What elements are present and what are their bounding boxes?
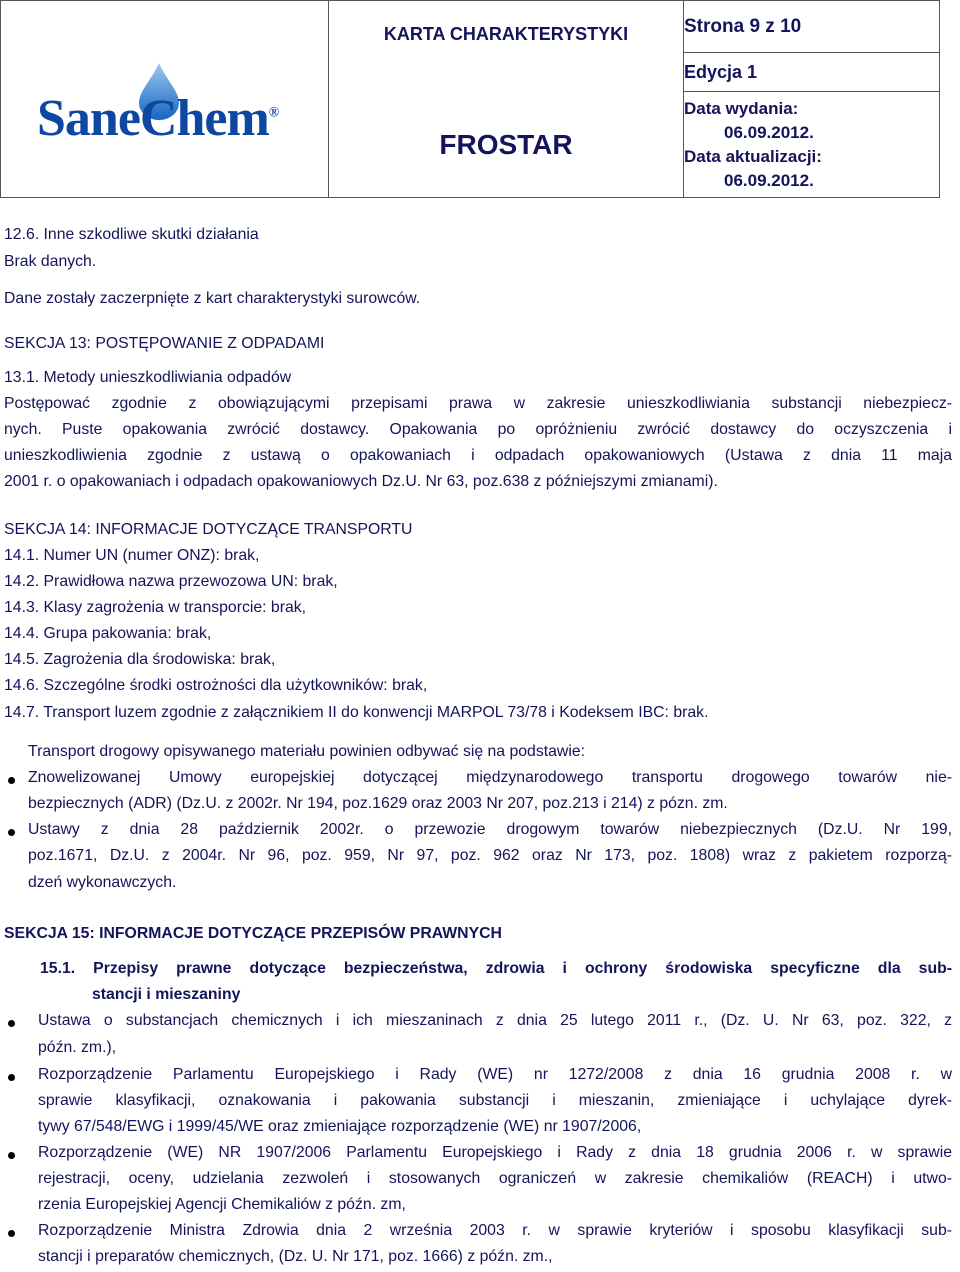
regulation-bullet-line: tywy 67/548/EWG i 1999/45/WE oraz zmieniające rozporządzenie (WE) nr 1907/2006, [38,1118,642,1135]
section-12-6-heading: 12.6. Inne szkodliwe skutki działania [4,226,259,243]
issue-date: 06.09.2012. [724,122,814,142]
transport-item: 14.3. Klasy zagrożenia w transporcie: brak, [4,599,307,616]
bullet-icon [8,1152,15,1159]
transport-item: 14.6. Szczególne środki ostrożności dla użytkowników: brak, [4,677,428,694]
logo-wordmark: SaneChem® [37,90,279,147]
regulation-bullet-line: Rozporządzenie Parlamentu Europejskiego i Rady (WE) nr 1272/2008 z dnia 16 grudnia 2008 r. w [38,1066,952,1083]
regulation-bullet-line: Rozporządzenie Ministra Zdrowia dnia 2 września 2003 r. w sprawie kryteriów i sposobu klasyfikacji sub- [38,1222,952,1239]
transport-item: 14.5. Zagrożenia dla środowiska: brak, [4,651,276,668]
section-13-1-heading: 13.1. Metody unieszkodliwiania odpadów [4,369,292,386]
transport-item: 14.4. Grupa pakowania: brak, [4,625,212,642]
transport-item: 14.7. Transport luzem zgodnie z załącznikiem II do konwencji MARPOL 73/78 i Kodeksem IBC: brak. [4,704,709,721]
regulation-bullet-line: Rozporządzenie (WE) NR 1907/2006 Parlamentu Europejskiego i Rady z dnia 18 grudnia 2006 r. w sprawie [38,1144,952,1161]
dates-cell [684,92,940,198]
bullet-icon [8,1230,15,1237]
section-15-1-heading: stancji i mieszaniny [92,986,241,1003]
data-source-note: Dane zostały zaczerpnięte z kart charakterystyki surowców. [4,290,421,307]
road-act-bullet-line: poz.1671, Dz.U. z 2004r. Nr 96, poz. 959, Nr 97, poz. 962 oraz Nr 173, poz. 1808) wraz z pakietem rozporzą- [28,847,952,864]
bullet-icon [8,1074,15,1081]
road-act-bullet-line: dzeń wykonawczych. [28,874,177,891]
section-15-title: SEKCJA 15: INFORMACJE DOTYCZĄCE PRZEPISÓW PRAWNYCH [4,925,502,942]
regulation-bullet-line: stancji i preparatów chemicznych, (Dz. U. Nr 171, poz. 1666) z późn. zm., [38,1248,553,1265]
page-number: Strona 9 z 10 [684,1,940,53]
regulation-bullet-line: sprawie klasyfikacji, oznakowania i pakowania substancji i mieszanin, zmieniające i uchylające dyrek- [38,1092,952,1109]
document-header [0,0,940,195]
section-15-1-heading: 15.1. Przepisy prawne dotyczące bezpieczeństwa, zdrowia i ochrony środowiska specyficzne dla sub- [40,960,952,977]
road-act-bullet-line: Ustawy z dnia 28 październik 2002r. o przewozie drogowym towarów niebezpiecznych (Dz.U. Nr 199, [28,821,952,838]
update-date: 06.09.2012. [724,170,814,190]
logo-cell [1,1,329,198]
section-13-line: 2001 r. o opakowaniach i odpadach opakowaniowych Dz.U. Nr 63, poz.638 z późniejszymi zmianami). [4,473,718,490]
regulation-bullet-line: rzenia Europejskiej Agencji Chemikaliów z późn. zm, [38,1196,406,1213]
regulation-bullet-line: Ustawa o substancjach chemicznych i ich mieszaninach z dnia 25 lutego 2011 r., (Dz. U. Nr 63, poz. 322, z [38,1012,952,1029]
adr-bullet-line: Znowelizowanej Umowy europejskiej dotyczącej międzynarodowego transportu drogowego towarów nie- [28,769,952,786]
bullet-icon [8,1020,15,1027]
section-13-line: nych. Puste opakowania zwrócić dostawcy. Opakowania po opróżnieniu zwrócić dostawcy do oczyszczenia i [4,421,952,438]
bullet-icon [8,777,15,784]
section-13-title: SEKCJA 13: POSTĘPOWANIE Z ODPADAMI [4,335,325,352]
adr-bullet-line: bezpiecznych (ADR) (Dz.U. z 2002r. Nr 194, poz.1629 oraz 2003 Nr 207, poz.213 i 214) z pózn. zm. [28,795,728,812]
section-14-title: SEKCJA 14: INFORMACJE DOTYCZĄCE TRANSPORTU [4,521,413,538]
edition: Edycja 1 [684,53,940,92]
regulation-bullet-line: rejestracji, oceny, udzielania zezwoleń i stosowanych ograniczeń w zakresie chemikaliów (REACH) i utwo- [38,1170,952,1187]
section-12-6-text: Brak danych. [4,253,97,270]
bullet-icon [8,829,15,836]
regulation-bullet-line: późn. zm.), [38,1039,117,1056]
document-type: KARTA CHARAKTERYSTYKI [383,24,629,44]
road-transport-intro: Transport drogowy opisywanego materiału powinien odbywać się na podstawie: [28,743,586,760]
title-cell [329,1,684,198]
transport-item: 14.1. Numer UN (numer ONZ): brak, [4,547,260,564]
section-13-line: unieszkodliwienia zgodnie z ustawą o opakowaniach i odpadach opakowaniowych (Ustawa z dnia 11 maja [4,447,952,464]
sanechem-logo [29,61,319,171]
update-label: Data aktualizacji: [684,146,822,166]
transport-item: 14.2. Prawidłowa nazwa przewozowa UN: brak, [4,573,338,590]
section-13-line: Postępować zgodnie z obowiązującymi przepisami prawa w zakresie unieszkodliwiania substancji niebezpiecz- [4,395,952,412]
product-name: FROSTAR [439,129,573,160]
issue-label: Data wydania: [684,98,799,118]
